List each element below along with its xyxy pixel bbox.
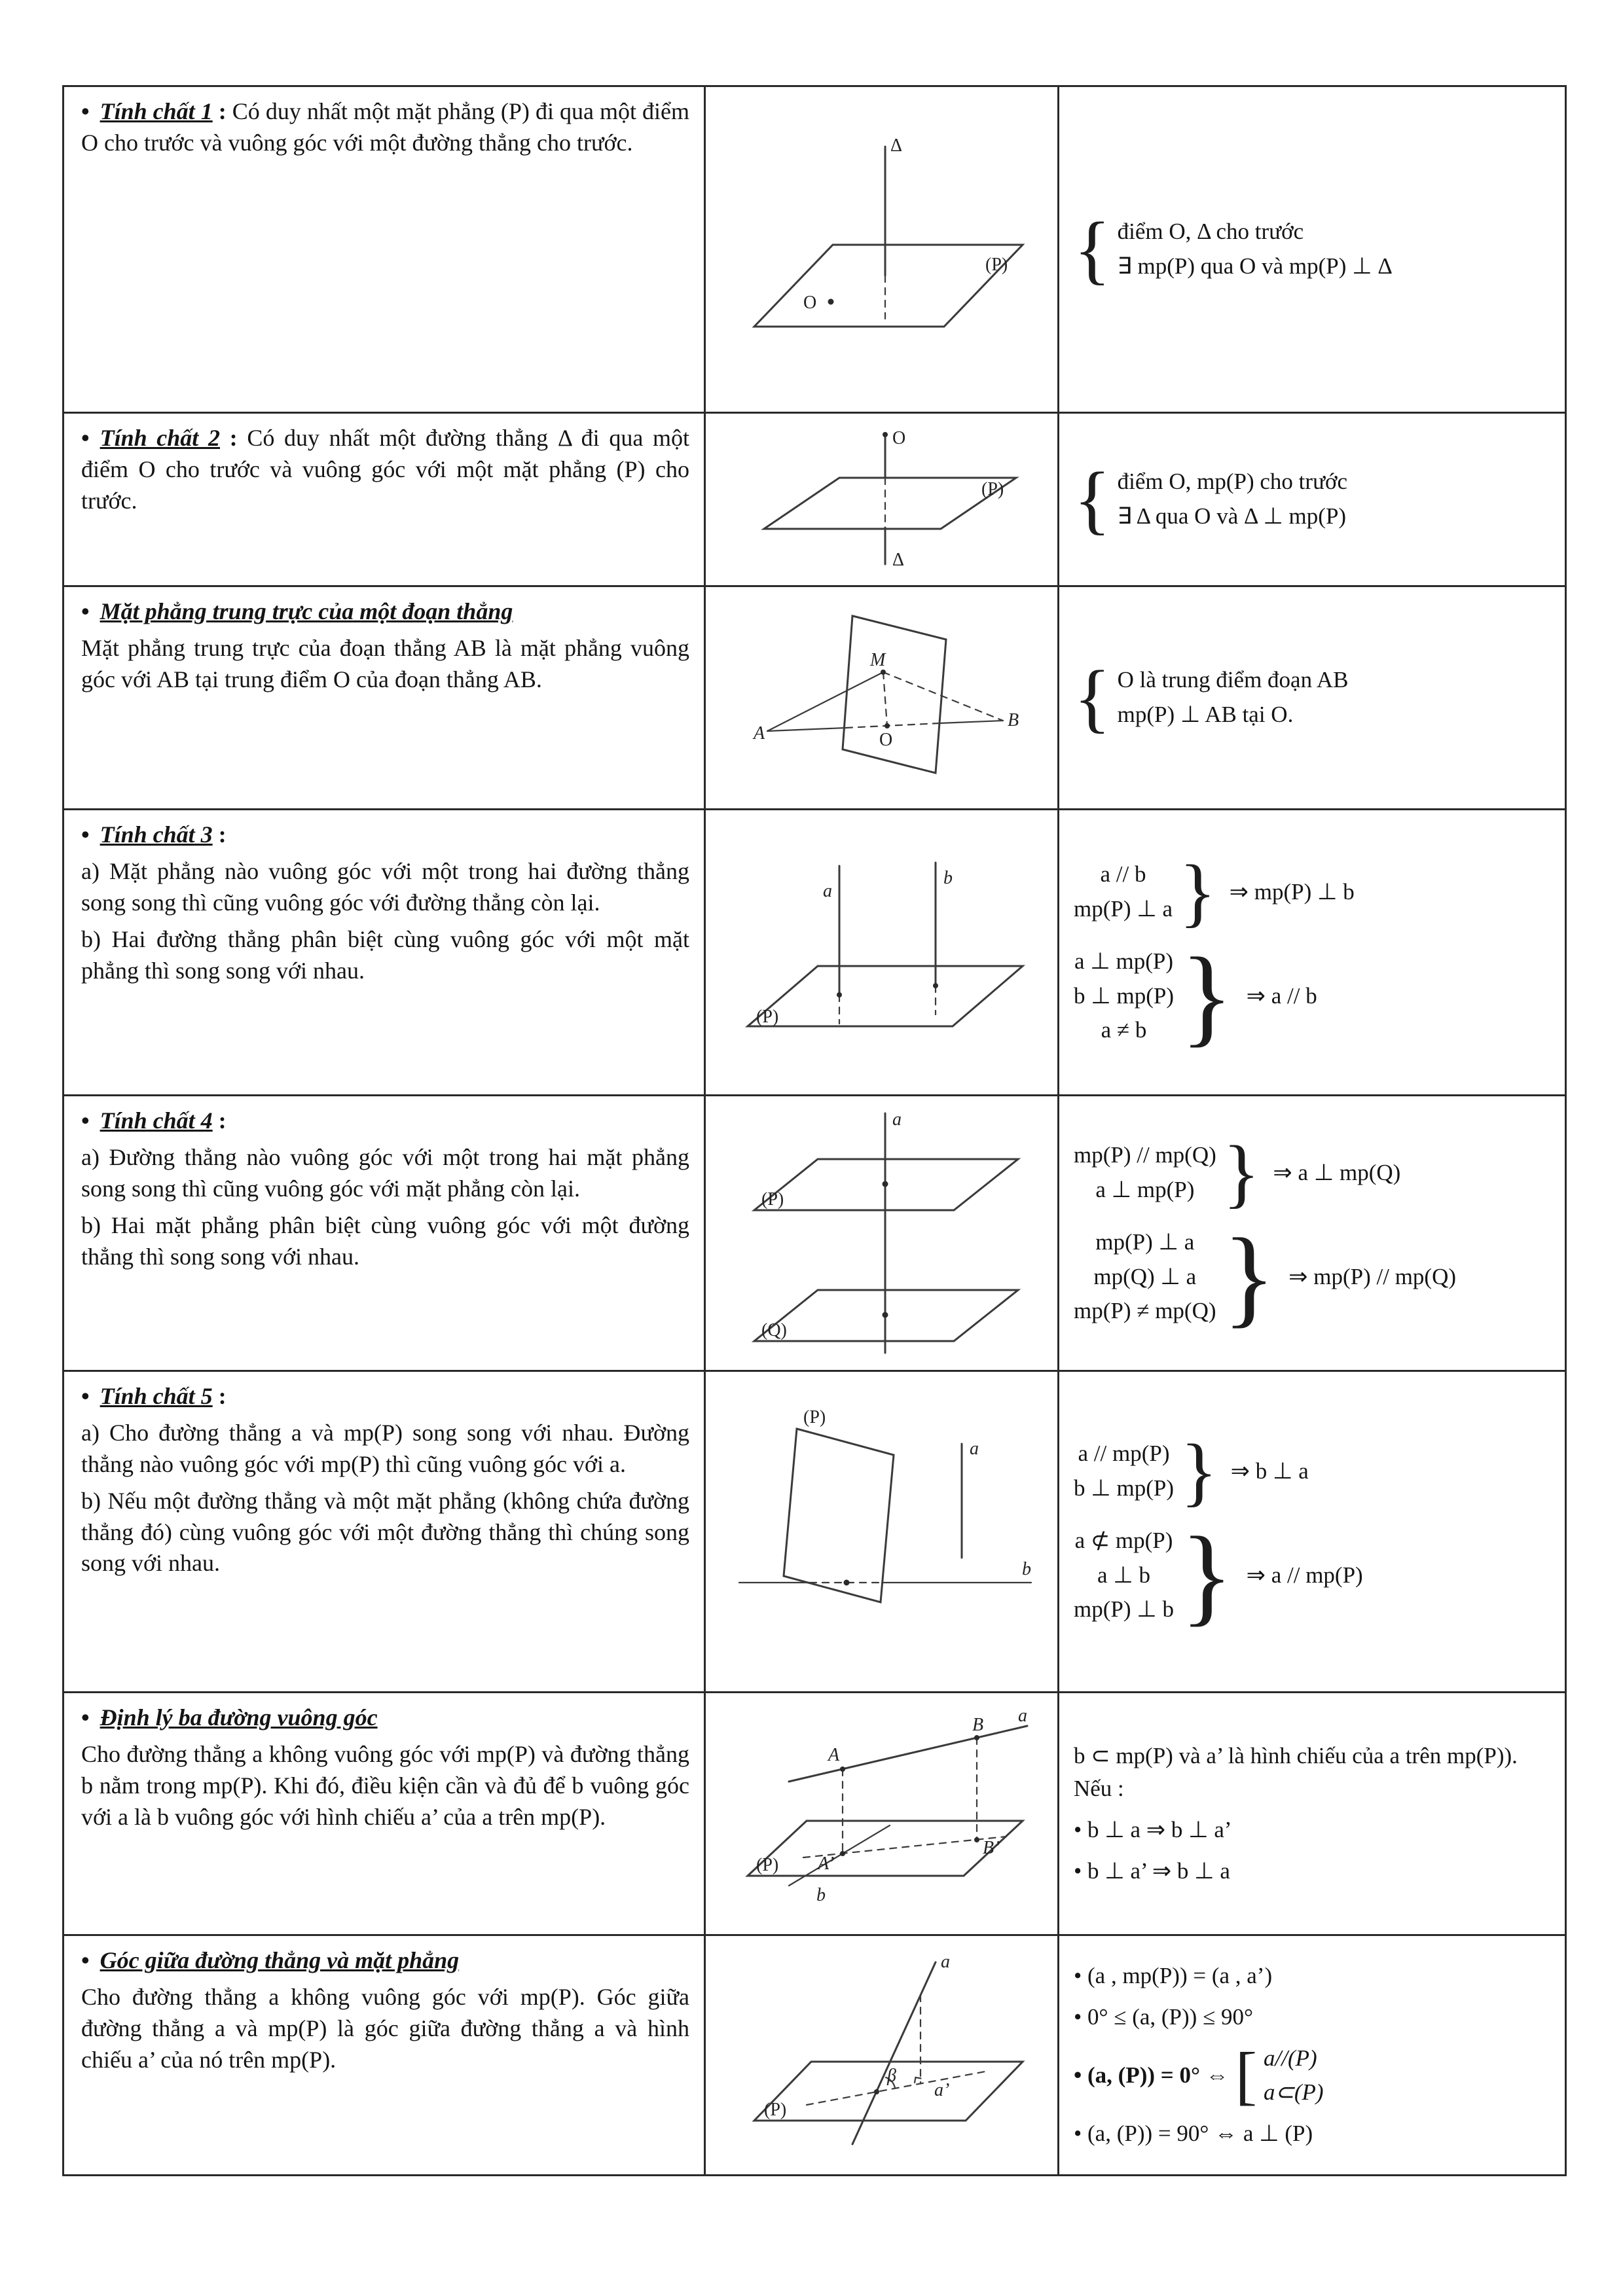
text-cell [64, 413, 705, 586]
row-paragraph [81, 423, 689, 517]
table-row-property-2 [64, 413, 1566, 586]
label-delta: Δ [890, 135, 902, 156]
right-brace: } [1222, 1130, 1260, 1215]
foot-a-dot [837, 992, 842, 997]
bullet: • [81, 98, 90, 124]
intersection-Q-dot [882, 1312, 888, 1318]
label-a: a [822, 880, 832, 901]
label-a: a [969, 1438, 979, 1459]
intersection-P-dot [882, 1181, 888, 1187]
text-cell [64, 586, 705, 810]
label-b: b [1021, 1558, 1031, 1579]
formula-result: ⇒ b ⊥ a [1230, 1458, 1309, 1484]
formula-line: điểm O, Δ cho trước [1117, 219, 1304, 245]
formula-lines [1074, 1524, 1174, 1626]
row-body-b: b) Hai mặt phẳng phân biệt cùng vuông góc với một đường thẳng thì song song với nhau. [81, 1211, 689, 1270]
formula-line: ∃ mp(P) qua O và mp(P) ⊥ Δ [1117, 253, 1393, 279]
diagram-perpendicular-bisector-plane [718, 601, 1046, 791]
formula-result: ⇒ a ⊥ mp(Q) [1273, 1159, 1401, 1185]
plane-shape [748, 966, 1023, 1026]
diagram-cell [705, 810, 1059, 1096]
row-title-line [81, 596, 689, 628]
row-title: Tính chất 1 [100, 98, 213, 124]
diagram-cell [705, 1693, 1059, 1935]
formula-line: mp(Q) ⊥ a [1093, 1263, 1197, 1289]
label-O: O [892, 428, 905, 448]
row-title: Tính chất 3 [100, 821, 213, 848]
bullet: • [81, 425, 90, 451]
table-row-perpendicular-bisector-plane [64, 586, 1566, 810]
segment-B-side [939, 721, 1003, 723]
formula-line: b ⊥ mp(P) [1074, 982, 1174, 1009]
formula-cell [1059, 1096, 1566, 1371]
formula-line: a ⊥ b [1097, 1562, 1151, 1588]
formula-result: ⇒ a // mp(P) [1246, 1562, 1363, 1588]
row-body: Có duy nhất một đường thẳng Δ đi qua một điểm O cho trước và vuông góc với một mặt phẳng (P) cho trước. [81, 425, 689, 514]
row-title: Tính chất 2 [100, 425, 220, 451]
title-separator: : [212, 98, 232, 124]
diagram-plane-through-point-perp-line [718, 111, 1046, 386]
bullet: • [81, 1704, 90, 1731]
diagram-cell [705, 1935, 1059, 2176]
label-plane: (P) [756, 1006, 778, 1027]
label-plane: (P) [981, 479, 1004, 499]
formula-lines [1118, 215, 1393, 283]
formula-cell [1059, 1693, 1566, 1935]
formula-cell [1059, 586, 1566, 810]
diagram-two-parallel-lines-perp-plane [718, 830, 1046, 1072]
formula-line: • (a , mp(P)) = (a , a’) [1074, 1963, 1273, 1989]
point-M-dot [881, 670, 886, 675]
diagram-line-through-point-perp-plane [718, 424, 1046, 571]
row-body-a: a) Đường thẳng nào vuông góc với một trong hai mặt phẳng song song thì cũng vuông góc với mặt phẳng còn lại. [81, 1143, 689, 1202]
formula-line: điểm O, mp(P) cho trước [1117, 469, 1348, 495]
right-brace: } [1179, 849, 1216, 935]
row-body: Cho đường thẳng a không vuông góc với mp(P) và đường thẳng b nằm trong mp(P). Khi đó, điều kiện cần và đủ để b vuông góc với a là b vuông góc với hình chiếu a’ của a trên mp(P). [81, 1740, 689, 1830]
formula-line: • b ⊥ a ⇒ b ⊥ a’ [1074, 1817, 1232, 1842]
label-M: M [869, 649, 885, 670]
label-a: a [1017, 1705, 1027, 1726]
row-body: Cho đường thẳng a không vuông góc với mp(P). Góc giữa đường thẳng a và mp(P) là góc giữa đường thẳng a và hình chiếu a’ của nó trên mp(P). [81, 1983, 689, 2073]
label-plane: (P) [763, 2099, 786, 2120]
case-head: • (a, (P)) = 0° ⇔ [1074, 2062, 1229, 2088]
table-row-property-5 [64, 1371, 1566, 1693]
formula-group [1074, 206, 1557, 292]
bullet: • [81, 1383, 90, 1409]
formula-intro: b ⊂ mp(P) và a’ là hình chiếu của a trên mp(P)). Nếu : [1074, 1742, 1518, 1802]
table-row-property-1 [64, 86, 1566, 413]
diagram-three-perpendiculars [718, 1704, 1046, 1920]
formula-line: a // b [1100, 861, 1146, 888]
formula-lines [1118, 465, 1347, 533]
plane-shape [748, 1821, 1023, 1876]
text-cell [64, 810, 705, 1096]
point-O-dot [883, 432, 888, 437]
row-body-a: a) Mặt phẳng nào vuông góc với một trong hai đường thẳng song song thì cũng vuông góc với đường thẳng còn lại. [81, 857, 689, 916]
row-title: Góc giữa đường thẳng và mặt phẳng [100, 1947, 460, 1973]
bullet: • [81, 598, 90, 624]
label-plane: (P) [985, 254, 1008, 275]
label-B: B [972, 1714, 983, 1735]
point-A-dot [840, 1767, 845, 1772]
text-cell [64, 86, 705, 413]
formula-line: mp(P) ≠ mp(Q) [1074, 1298, 1216, 1324]
diagram-angle-between-line-and-plane [718, 1949, 1046, 2159]
table-row-angle-line-plane [64, 1935, 1566, 2176]
formula-line: a ⊥ mp(P) [1074, 948, 1174, 974]
label-B: B [1007, 709, 1019, 730]
formula-line: mp(P) ⊥ a [1074, 896, 1173, 922]
case-option: a⊂(P) [1264, 2079, 1324, 2106]
row-title: Tính chất 5 [100, 1383, 213, 1409]
row-body-a: a) Cho đường thẳng a và mp(P) song song với nhau. Đường thẳng nào vuông góc với mp(P) thì cũng vuông góc với a. [81, 1419, 689, 1477]
formula-cell [1059, 1935, 1566, 2176]
label-a: a [892, 1109, 902, 1130]
properties-table [62, 85, 1567, 2176]
row-title: Tính chất 4 [100, 1107, 213, 1134]
left-brace: { [1074, 206, 1111, 292]
segment-hidden [846, 723, 939, 728]
point-B-dot [974, 1735, 979, 1740]
formula-result: ⇒ a // b [1246, 982, 1317, 1009]
foot-b-dot [933, 983, 938, 988]
text-cell [64, 1935, 705, 2176]
right-brace: } [1222, 1216, 1276, 1338]
label-A-prime: A’ [817, 1853, 834, 1874]
formula-cell [1059, 1371, 1566, 1693]
formula-cell [1059, 413, 1566, 586]
row-title: Định lý ba đường vuông góc [100, 1704, 378, 1731]
formula-case-line [1074, 2039, 1557, 2112]
formula-lines [1118, 664, 1349, 732]
formula-line: mp(P) ⊥ a [1095, 1229, 1195, 1255]
table-row-property-3 [64, 810, 1566, 1096]
formula-lines [1074, 1139, 1216, 1207]
label-plane-P: (P) [761, 1189, 784, 1210]
left-brace: { [1074, 655, 1111, 740]
diagram-cell [705, 413, 1059, 586]
table-row-three-perpendiculars-theorem [64, 1693, 1566, 1935]
row-title-line [81, 1702, 689, 1734]
diagram-cell [705, 586, 1059, 810]
point-O-dot [884, 723, 890, 728]
formula-group [1074, 456, 1557, 542]
plane-shape [843, 616, 946, 773]
label-b: b [816, 1884, 826, 1905]
row-title-line [81, 1945, 689, 1977]
plane-shape [764, 478, 1016, 529]
plane-shape [784, 1429, 894, 1602]
text-cell [64, 1096, 705, 1371]
formula-cell [1059, 86, 1566, 413]
formula-line: • (a, (P)) = 90° ⇔ a ⊥ (P) [1074, 2121, 1313, 2147]
text-cell [64, 1693, 705, 1935]
formula-group-b [1074, 1216, 1557, 1338]
diagram-cell [705, 1371, 1059, 1693]
formula-lines [1074, 1437, 1174, 1505]
case-option: a//(P) [1264, 2045, 1317, 2071]
label-O: O [803, 292, 816, 313]
plane-shape [754, 245, 1023, 327]
label-A: A [828, 1744, 839, 1765]
formula-line: b ⊥ mp(P) [1074, 1475, 1174, 1501]
label-B-prime: B’ [982, 1837, 1000, 1858]
formula-lines [1074, 858, 1173, 926]
point-O-dot [828, 298, 833, 304]
right-brace: } [1180, 1515, 1233, 1636]
label-O: O [879, 729, 892, 750]
formula-group-b [1074, 1515, 1557, 1636]
row-body: Mặt phẳng trung trực của đoạn thẳng AB là mặt phẳng vuông góc với AB tại trung điểm O của đoạn thẳng AB. [81, 634, 689, 692]
title-separator: : [219, 425, 247, 451]
table-row-property-4 [64, 1096, 1566, 1371]
formula-result: ⇒ mp(P) ⊥ b [1229, 878, 1355, 905]
row-paragraph [81, 96, 689, 159]
diagram-cell [705, 1096, 1059, 1371]
line-a [852, 1962, 936, 2144]
label-a: a [940, 1951, 950, 1972]
formula-group-a [1074, 849, 1557, 935]
bullet: • [81, 1107, 90, 1134]
label-A: A [753, 723, 765, 744]
left-bracket: [ [1235, 2039, 1258, 2112]
formula-line: ∃ Δ qua O và Δ ⊥ mp(P) [1117, 503, 1347, 529]
point-A-prime-dot [840, 1851, 845, 1856]
title-separator: : [212, 1383, 227, 1409]
formula-group-a [1074, 1428, 1557, 1514]
formula-lines [1074, 1226, 1216, 1328]
row-title-line [81, 1105, 689, 1137]
label-plane: (P) [803, 1407, 826, 1427]
row-body-b: b) Nếu một đường thẳng và một mặt phẳng (không chứa đường thẳng đó) cùng vuông góc với một đường thẳng thì chúng song song với nhau. [81, 1487, 689, 1577]
point-B-prime-dot [974, 1837, 979, 1842]
bullet: • [81, 1947, 90, 1973]
formula-line: a ≠ b [1101, 1017, 1147, 1043]
formula-group [1074, 655, 1557, 740]
diagram-line-perp-two-parallel-planes [718, 1105, 1046, 1357]
label-beta: β [886, 2065, 896, 2086]
segment-M-A [767, 672, 883, 731]
title-separator: : [212, 821, 227, 848]
diagram-cell [705, 86, 1059, 413]
row-body-b: b) Hai đường thẳng phân biệt cùng vuông góc với một mặt phẳng thì song song với nhau. [81, 925, 689, 984]
left-brace: { [1074, 456, 1111, 542]
label-plane-Q: (Q) [761, 1320, 787, 1340]
row-title: Mặt phẳng trung trực của một đoạn thẳng [100, 598, 513, 624]
formula-line: mp(P) ⊥ AB tại O. [1117, 702, 1294, 727]
label-plane: (P) [756, 1854, 778, 1875]
right-brace: } [1180, 1428, 1218, 1514]
formula-line: O là trung điểm đoạn AB [1117, 667, 1349, 693]
bullet: • [81, 821, 90, 848]
right-brace: } [1180, 935, 1233, 1057]
segment-A-side [767, 728, 846, 731]
intersection-dot [843, 1579, 849, 1585]
row-title-line [81, 1381, 689, 1412]
row-title-line [81, 819, 689, 851]
case-options [1264, 2042, 1324, 2110]
formula-group-b [1074, 935, 1557, 1057]
formula-line: a ⊥ mp(P) [1095, 1177, 1195, 1202]
line-a [789, 1726, 1027, 1782]
formula-group-a [1074, 1130, 1557, 1215]
label-b: b [943, 867, 953, 888]
diagram-line-parallel-plane-perp-line [718, 1386, 1046, 1674]
formula-result: ⇒ mp(P) // mp(Q) [1288, 1263, 1457, 1289]
formula-line: • 0° ≤ (a, (P)) ≤ 90° [1074, 2003, 1254, 2030]
foot-dot [874, 2089, 879, 2094]
formula-line: • b ⊥ a’ ⇒ b ⊥ a [1074, 1857, 1230, 1884]
title-separator: : [212, 1107, 227, 1134]
formula-lines [1074, 945, 1174, 1047]
formula-line: a // mp(P) [1078, 1441, 1170, 1467]
row-body: Có duy nhất một mặt phẳng (P) đi qua một điểm O cho trước và vuông góc với một đường thẳng cho trước. [81, 98, 690, 156]
text-cell [64, 1371, 705, 1693]
formula-line: mp(P) // mp(Q) [1074, 1142, 1216, 1168]
label-a-prime: a’ [934, 2079, 949, 2100]
label-delta: Δ [892, 550, 904, 570]
formula-line: a ⊄ mp(P) [1074, 1527, 1173, 1553]
segment-M-O [883, 672, 887, 726]
formula-cell [1059, 810, 1566, 1096]
formula-line: mp(P) ⊥ b [1074, 1596, 1174, 1623]
